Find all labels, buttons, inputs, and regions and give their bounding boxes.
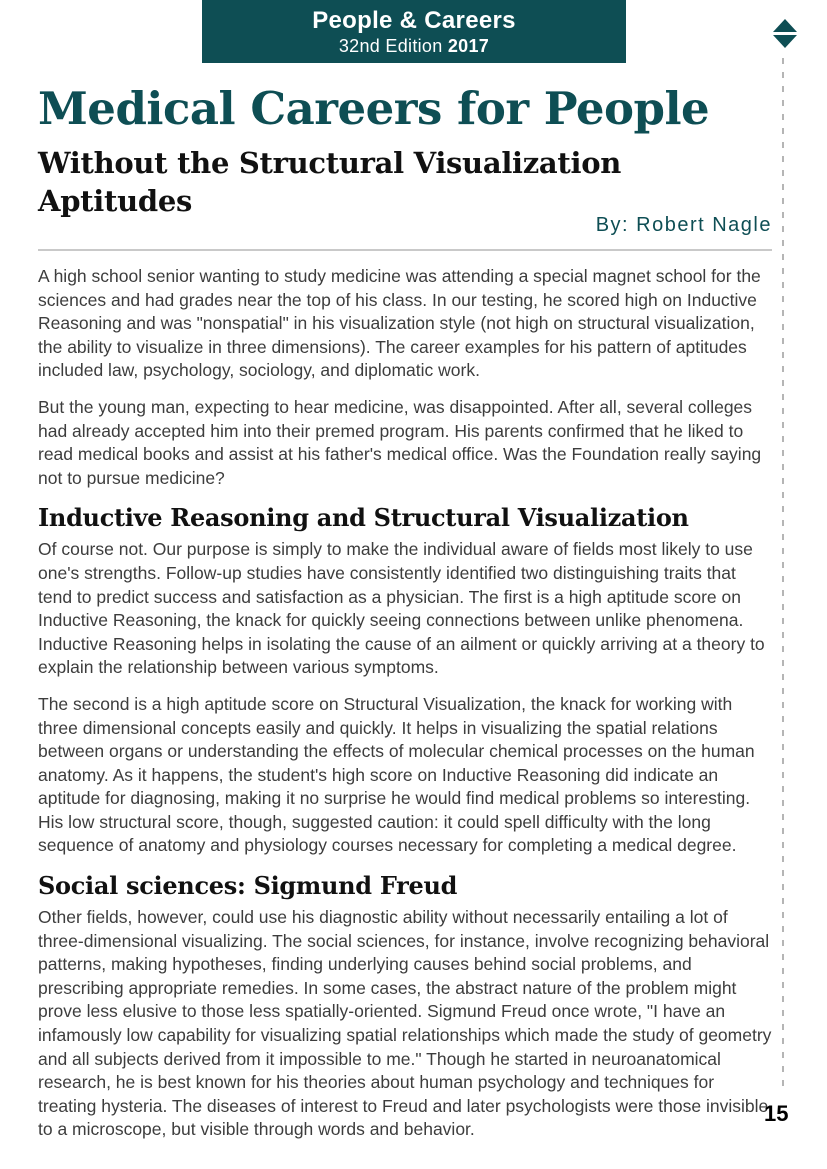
intro-paragraph: But the young man, expecting to hear medicine, was disappointed. After all, several colleges had already accepted him into their premed program. His parents confirmed that he liked to read medical books and assist at his father's medical office. Was the Foundation really saying not to pursue medicine? bbox=[38, 396, 762, 488]
article-body bbox=[38, 82, 772, 1155]
section-heading-inductive-reasoning: Inductive Reasoning and Structural Visualization bbox=[38, 503, 689, 533]
masthead-edition bbox=[202, 35, 626, 57]
dashed-divider-line bbox=[782, 58, 784, 1086]
masthead-edition-year: 2017 bbox=[447, 36, 490, 56]
masthead-edition-prefix: 32nd Edition bbox=[338, 36, 448, 56]
diamond-ornament-icon bbox=[773, 19, 797, 48]
section-paragraph: Other fields, however, could use his diagnostic ability without necessarily entailing a lot of three-dimensional visualizing. The social sciences, for instance, involve recognizing behavioral patterns, making hypotheses, finding underlying causes behind social problems, and prescribing appropriate remedies. In some cases, the abstract nature of the problem might prove less elusive to those less spatially-oriented. Sigmund Freud once wrote, "I have an infamously low capability for visualizing spatial relationships which made the study of geometry and all subjects derived from it impossible to me." Though he started in neuroanatomical research, he is best known for his theories about human psychology and techniques for treating hysteria. The diseases of interest to Freud and later psychologists were those invisible to a microscope, but visible through words and behavior. bbox=[38, 907, 772, 1140]
masthead-title: People & Careers bbox=[312, 7, 516, 34]
intro-paragraph: A high school senior wanting to study medicine was attending a special magnet school for the sciences and had grades near the top of his class. In our testing, he scored high on Inductive Reasoning and was "nonspatial" in his visualization style (not high on structural visualization, the ability to visualize in three dimensions). The career examples for his pattern of aptitudes included law, psychology, sociology, and diplomatic work. bbox=[38, 266, 761, 381]
article-subtitle: Without the Structural Visualization Aptitudes bbox=[38, 146, 622, 218]
section-heading-social-sciences: Social sciences: Sigmund Freud bbox=[38, 871, 458, 901]
triangle-down-icon bbox=[773, 35, 797, 48]
triangle-up-icon bbox=[773, 19, 797, 32]
section-paragraph: The second is a high aptitude score on Structural Visualization, the knack for working with three dimensional concepts easily and quickly. It helps in visualizing the spatial relations between organs or understanding the effects of molecular chemical processes on the human anatomy. As it happens, the student's high score on Inductive Reasoning did indicate an aptitude for diagnosing, making it no surprise he would find medical problems so interesting. His low structural score, though, suggested caution: it could spell difficulty with the long sequence of anatomy and physiology courses necessary for completing a medical degree. bbox=[38, 693, 755, 856]
section-paragraph: Of course not. Our purpose is simply to make the individual aware of fields most likely to use one's strengths. Follow-up studies have consistently identified two distinguishing traits that tend to predict success and satisfaction as a physician. The first is a high aptitude score on Inductive Reasoning, the knack for quickly seeing connections between unlike phenomena. Inductive Reasoning helps in isolating the cause of an ailment or quickly arriving at a theory to explain the relationship between various symptoms. bbox=[38, 539, 765, 678]
page-number: 15 bbox=[764, 1101, 789, 1126]
byline: By: Robert Nagle bbox=[595, 214, 772, 236]
article-title: Medical Careers for People bbox=[38, 82, 710, 135]
masthead bbox=[202, 0, 626, 63]
header-rule bbox=[38, 249, 772, 251]
